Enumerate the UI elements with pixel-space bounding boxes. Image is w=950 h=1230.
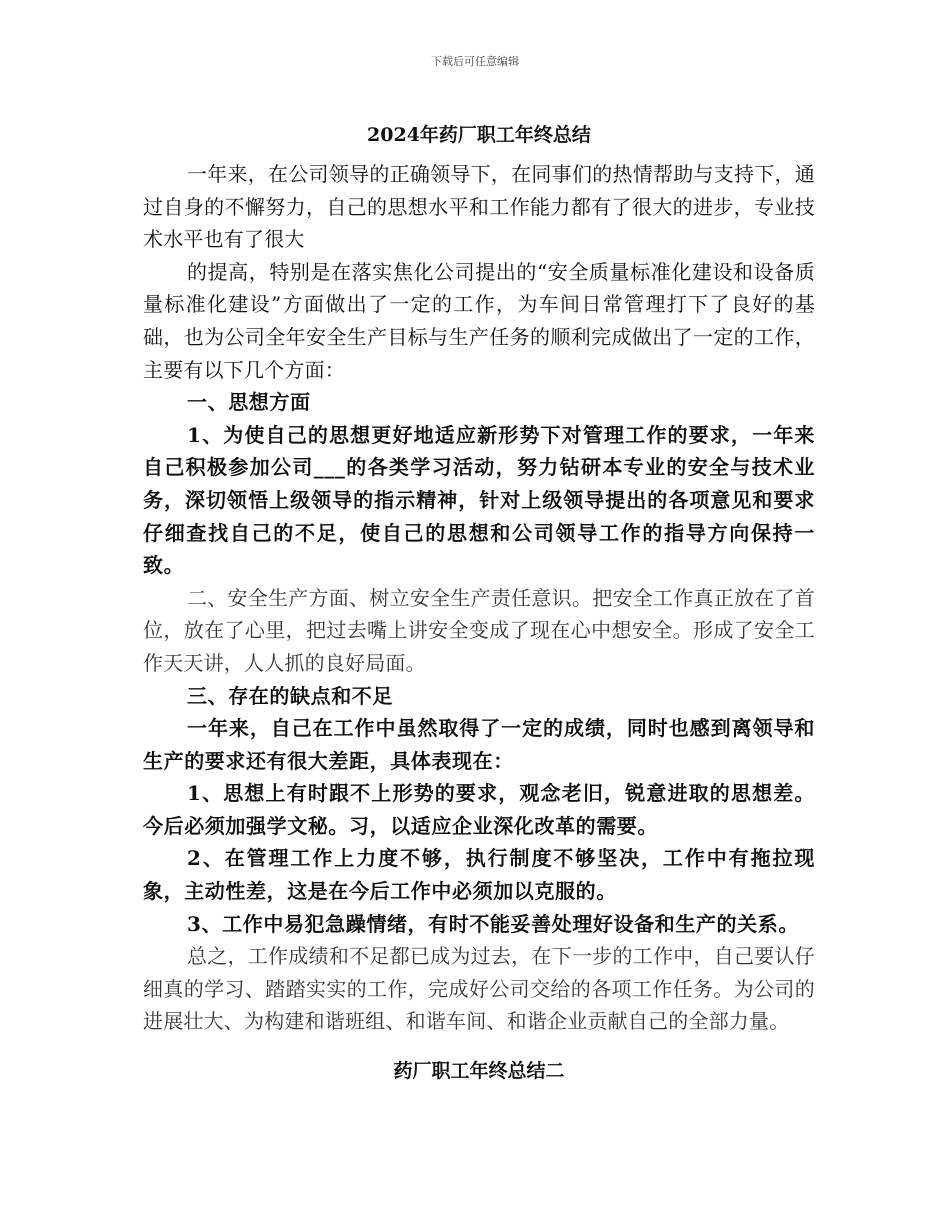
section-heading-shortcomings: 三、存在的缺点和不足 <box>187 683 393 708</box>
document-body <box>143 118 815 1088</box>
page-header: 下载后可任意编辑 <box>431 55 519 68</box>
paragraph-thought-1: 1、为使自己的思想更好地适应新形势下对管理工作的要求，一年来自己积极参加公司___的各类学习活动，努力钻研本专业的安全与技术业务，深切领悟上级领导的指示精神，针对上级领导提出的各项意见和要求仔细查找自己的不足，使自己的思想和公司领导工作的指导方向保持一致。 <box>143 422 815 578</box>
paragraph-shortcoming-2: 2、在管理工作上力度不够，执行制度不够坚决，工作中有拖拉现象，主动性差，这是在今后工作中必须加以克服的。 <box>143 846 815 904</box>
paragraph-safety: 二、安全生产方面、树立安全生产责任意识。把安全工作真正放在了首位，放在了心里，把过去嘴上讲安全变成了现在心中想安全。形成了安全工作天天讲，人人抓的良好局面。 <box>143 585 815 675</box>
section-heading-thought: 一、思想方面 <box>187 390 311 415</box>
paragraph-shortcoming-1: 1、思想上有时跟不上形势的要求，观念老旧，锐意进取的思想差。今后必须加强学文秘。习，以适应企业深化改革的需要。 <box>143 781 815 838</box>
paragraph-shortcoming-3: 3、工作中易犯急躁情绪，有时不能妥善处理好设备和生产的关系。 <box>187 911 799 936</box>
paragraph-intro: 一年来，在公司领导的正确领导下，在同事们的热情帮助与支持下，通过自身的不懈努力，自己的思想水平和工作能力都有了很大的进步，专业技术水平也有了很大 <box>143 162 815 252</box>
second-document-title: 药厂职工年终总结二 <box>393 1060 565 1083</box>
paragraph-shortcomings-intro: 一年来，自己在工作中虽然取得了一定的成绩，同时也感到离领导和生产的要求还有很大差距，具体表现在： <box>143 716 815 773</box>
document-title: 2024年药厂职工年终总结 <box>367 124 591 146</box>
paragraph-continuation: 的提高，特别是在落实焦化公司提出的“安全质量标准化建设和设备质量标准化建设”方面做出了一定的工作，为车间日常管理打下了良好的基础，也为公司全年安全生产目标与生产任务的顺利完成做出了一定的工作，主要有以下几个方面： <box>143 259 815 382</box>
paragraph-conclusion: 总之，工作成绩和不足都已成为过去，在下一步的工作中，自己要认仔细真的学习、踏踏实实的工作，完成好公司交给的各项工作任务。为公司的进展壮大、为构建和谐班组、和谐车间、和谐企业贡献自己的全部力量。 <box>143 944 815 1034</box>
